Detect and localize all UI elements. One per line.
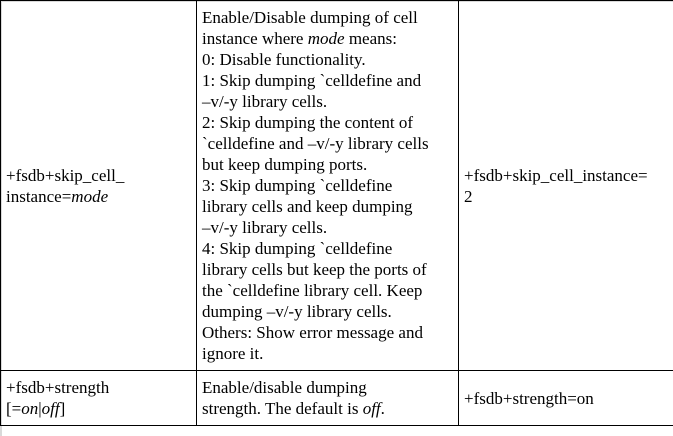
option-argument: mode <box>71 186 109 206</box>
example-text: +fsdb+strength=on <box>464 388 594 408</box>
description-line: Enable/Disable dumping of cell <box>202 8 418 27</box>
example-text: +fsdb+skip_cell_instance= <box>464 165 648 185</box>
description-line: 1: Skip dumping `celldefine and <box>202 71 422 90</box>
description-text <box>202 7 454 364</box>
description-line: –v/-y library cells. <box>202 218 328 237</box>
description-line: Others: Show error message and <box>202 323 423 342</box>
description-line: dumping –v/-y library cells. <box>202 302 392 321</box>
description-line: –v/-y library cells. <box>202 92 328 111</box>
description-line: but keep dumping ports. <box>202 155 368 174</box>
option-text: +fsdb+skip_cell_ <box>6 165 125 185</box>
description-cell <box>197 1 459 371</box>
description-text <box>202 377 454 419</box>
description-cell <box>197 371 459 426</box>
description-line: library cells and keep dumping <box>202 197 413 216</box>
table-row-skip-cell-instance <box>1 1 673 371</box>
option-value-off: off <box>41 399 60 418</box>
option-cell <box>1 1 197 371</box>
description-line: Enable/disable dumping <box>202 378 367 397</box>
description-line: strength. The default is off. <box>202 399 385 418</box>
example-cell <box>459 371 673 426</box>
example-text-continued: 2 <box>464 186 473 206</box>
description-line: 3: Skip dumping `celldefine <box>202 176 393 195</box>
description-line: instance where mode means: <box>202 29 397 48</box>
option-text-continued: [=on|off] <box>6 399 66 418</box>
description-line: 2: Skip dumping the content of <box>202 113 414 132</box>
option-value-on: on <box>21 399 39 418</box>
description-line: library cells but keep the ports of <box>202 260 427 279</box>
table-row-strength <box>1 371 673 426</box>
description-line: ignore it. <box>202 344 264 363</box>
option-cell <box>1 371 197 426</box>
option-text-continued: instance=mode <box>6 186 109 206</box>
description-line: 0: Disable functionality. <box>202 50 366 69</box>
example-cell <box>459 1 673 371</box>
description-line: `celldefine and –v/-y library cells <box>202 134 429 153</box>
description-line: the `celldefine library cell. Keep <box>202 281 423 300</box>
description-line: 4: Skip dumping `celldefine <box>202 239 393 258</box>
option-text: +fsdb+strength <box>6 378 110 397</box>
